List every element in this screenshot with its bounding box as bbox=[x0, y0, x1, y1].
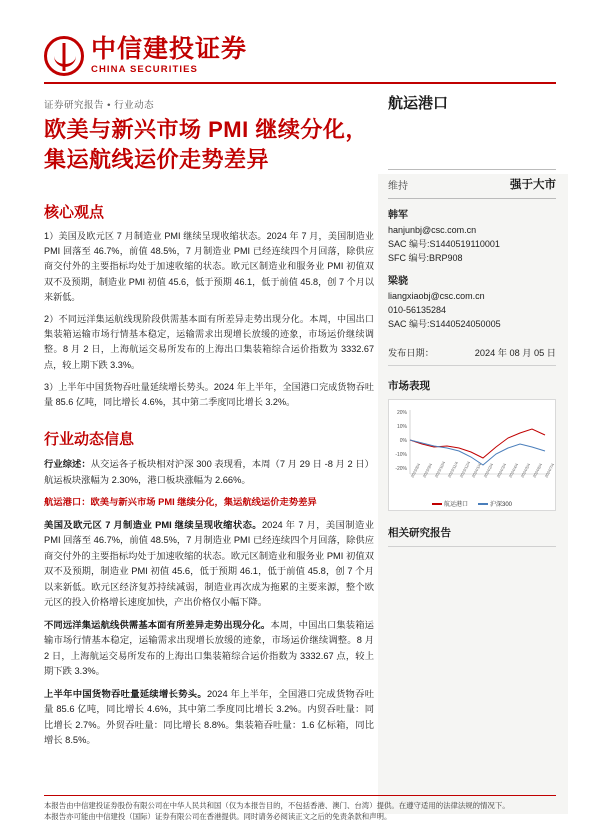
industry-para-throughput-text: 2024 年上半年，全国港口完成货物吞吐量 85.6 亿吨，同比增长 4.6%，其中第二季度同比增长 3.2%。内贸吞吐量：同比增长 2.7%。外贸吞吐量：同比增长 8.8%。集装箱吞吐量：1.6 亿标箱，同比增长 8.5%。 bbox=[44, 688, 374, 746]
brand-logo bbox=[44, 36, 247, 76]
industry-para-routes bbox=[44, 618, 374, 680]
csc-logo-icon bbox=[44, 36, 84, 76]
chart-legend bbox=[389, 499, 555, 508]
rating-row bbox=[388, 169, 556, 199]
rating-label: 维持 bbox=[388, 180, 408, 192]
footer-line-2: 本报告亦可能由中信建投（国际）证券有限公司在香港提供。同时请务必阅读正文之后的免责条款和声明。 bbox=[44, 812, 392, 821]
industry-para-routes-text: 本周，中国出口集装箱运输市场行情基本稳定，运输需求出现增长放缓的迹象，市场运价继续调整。8 月 2 日，上海航运交易所发布的上海出口集装箱综合运价指数为 3332.67 点，较上期下跌 3.3%。 bbox=[44, 619, 374, 677]
core-view-heading: 核心观点 bbox=[44, 204, 105, 221]
chart-legend-sector: 航运港口 bbox=[432, 499, 468, 508]
industry-para-throughput-lead: 上半年中国货物吞吐量延续增长势头。 bbox=[44, 688, 207, 699]
brand-name-en: CHINA SECURITIES bbox=[91, 64, 198, 75]
chart-ytick-0: 0% bbox=[399, 438, 407, 444]
chart-legend-csi300: 沪深300 bbox=[478, 499, 512, 508]
core-point-2: 2）不同远洋集运航线现阶段供需基本面有所差异走势出现分化。本周，中国出口集装箱运输市场行情基本稳定，运输需求出现增长放缓的迹象，市场运价继续调整。8 月 2 日，上海航运交易所发布的上海出口集装箱综合运价指数为 3332.67 点，较上期下跌 3.3%。 bbox=[44, 314, 374, 370]
svg-text:2024/2/4: 2024/2/4 bbox=[482, 462, 495, 479]
report-body bbox=[44, 92, 374, 756]
svg-text:2024/3/4: 2024/3/4 bbox=[495, 462, 508, 479]
svg-text:2023/10/4: 2023/10/4 bbox=[433, 460, 447, 479]
analyst-1 bbox=[388, 209, 556, 265]
industry-para-throughput bbox=[44, 687, 374, 749]
chart-series-csi300 bbox=[410, 440, 545, 465]
chart-xticks bbox=[409, 460, 555, 479]
publish-date-label: 发布日期： bbox=[388, 348, 434, 358]
analyst-1-sfc: SFC 编号:BRP908 bbox=[388, 253, 463, 263]
brand-name-cn: 中信建投证券 bbox=[91, 36, 248, 63]
core-point-3: 3）上半年中国货物吞吐量延续增长势头。2024 年上半年，全国港口完成货物吞吐量 85.6 亿吨，同比增长 4.6%，其中第二季度同比增长 3.2%。 bbox=[44, 381, 374, 408]
market-performance-title: 市场表现 bbox=[388, 380, 430, 392]
footer-line-1: 本报告由中信建投证券股份有限公司在中华人民共和国（仅为本报告目的，不包括香港、澳门、台湾）提供。在遵守适用的法律法规的情况下。 bbox=[44, 801, 510, 810]
breadcrumb: 证券研究报告 • 行业动态 bbox=[44, 100, 155, 111]
sector-label: 航运港口 bbox=[388, 95, 449, 112]
svg-text:2024/5/4: 2024/5/4 bbox=[519, 462, 532, 479]
publish-date-value: 2024 年 08 月 05 日 bbox=[474, 348, 556, 358]
brand-text bbox=[91, 36, 247, 76]
industry-para-overview bbox=[44, 457, 374, 488]
svg-text:2023/11/4: 2023/11/4 bbox=[446, 460, 460, 479]
svg-text:2024/7/4: 2024/7/4 bbox=[543, 462, 555, 479]
related-research-title: 相关研究报告 bbox=[388, 525, 556, 547]
industry-para-overview-lead: 行业综述： bbox=[44, 459, 91, 470]
core-point-1: 1）美国及欧元区 7 月制造业 PMI 继续呈现收缩状态。2024 年 7 月，美国制造业 PMI 回落至 46.7%，前值 48.5%，7 月制造业 PMI 已经连续四个月回落，除供应商交付外的主要指标均处于加速收缩的状态。欧元区制造业和服务业 PMI 初值双双不及预期，制造业 PMI 初值 45.6，低于预期 46.1，低于前值 45.8，创 7 个月以来新低。 bbox=[44, 231, 374, 302]
header-divider bbox=[44, 82, 556, 84]
industry-para-overview-text: 从交运各子板块相对沪深 300 表现看，本周（7 月 29 日 -8 月 2 日）航运板块涨幅为 2.30%，港口板块涨幅为 2.66%。 bbox=[44, 459, 374, 485]
chart-ytick-10: 10% bbox=[396, 424, 407, 430]
industry-para-pmi-text: 2024 年 7 月，美国制造业 PMI 回落至 46.7%，前值 48.5%，7 月制造业 PMI 已经连续四个月回落，除供应商交付外的主要指标均处于加速收缩的状态。欧元区制造业和服务业 PMI 初值双双不及预期，制造业 PMI 初值 45.6，低于预期 46.1，低于前值 45.8，创 7 个月以来新低。欧元区经济复苏持续减弱，制造业再次成为拖累的主要来源，整个欧元区的投入价格增长速度加快，产出价格仅小幅下降。 bbox=[44, 519, 375, 608]
industry-para-pmi bbox=[44, 518, 374, 611]
analyst-1-email[interactable]: hanjunbj@csc.com.cn bbox=[388, 225, 477, 235]
analyst-1-name: 韩军 bbox=[388, 210, 408, 221]
analyst-1-sac: SAC 编号:S1440519110001 bbox=[388, 239, 500, 249]
market-performance-chart bbox=[388, 399, 556, 511]
industry-subheading-shipping bbox=[44, 495, 374, 511]
analyst-2-name: 梁骁 bbox=[388, 276, 408, 287]
analyst-2-phone: 010-56135284 bbox=[388, 305, 447, 315]
industry-para-routes-lead: 不同远洋集运航线供需基本面有所差异走势出现分化。 bbox=[44, 619, 271, 630]
rating-value: 强于大市 bbox=[510, 179, 556, 191]
publish-date-row bbox=[388, 345, 556, 366]
svg-text:2024/6/4: 2024/6/4 bbox=[531, 462, 544, 479]
chart-svg bbox=[389, 400, 555, 510]
chart-ytick-m20: -20% bbox=[395, 466, 407, 472]
analyst-2 bbox=[388, 275, 556, 331]
page-title: 欧美与新兴市场 PMI 继续分化，集运航线运价走势差异 bbox=[44, 117, 368, 172]
svg-text:2024/4/4: 2024/4/4 bbox=[507, 462, 520, 479]
report-footer bbox=[44, 795, 556, 822]
svg-text:2023/8/4: 2023/8/4 bbox=[409, 462, 422, 479]
chart-ytick-20: 20% bbox=[396, 410, 407, 416]
svg-text:2024/1/4: 2024/1/4 bbox=[470, 462, 483, 479]
analyst-2-email[interactable]: liangxiaobj@csc.com.cn bbox=[388, 291, 485, 301]
analyst-2-sac: SAC 编号:S1440524050005 bbox=[388, 319, 501, 329]
industry-subheading-shipping-text: 航运港口：欧美与新兴市场 PMI 继续分化，集运航线运价走势差异 bbox=[44, 497, 317, 508]
report-page bbox=[0, 26, 600, 826]
svg-text:2023/12/4: 2023/12/4 bbox=[458, 460, 472, 479]
report-sidebar bbox=[388, 92, 556, 547]
chart-series-sector bbox=[410, 429, 545, 458]
chart-ytick-m10: -10% bbox=[395, 452, 407, 458]
svg-text:2023/9/4: 2023/9/4 bbox=[421, 462, 434, 479]
industry-para-pmi-lead: 美国及欧元区 7 月制造业 PMI 继续呈现收缩状态。 bbox=[44, 519, 262, 530]
report-header bbox=[0, 26, 600, 88]
industry-heading: 行业动态信息 bbox=[44, 431, 135, 449]
